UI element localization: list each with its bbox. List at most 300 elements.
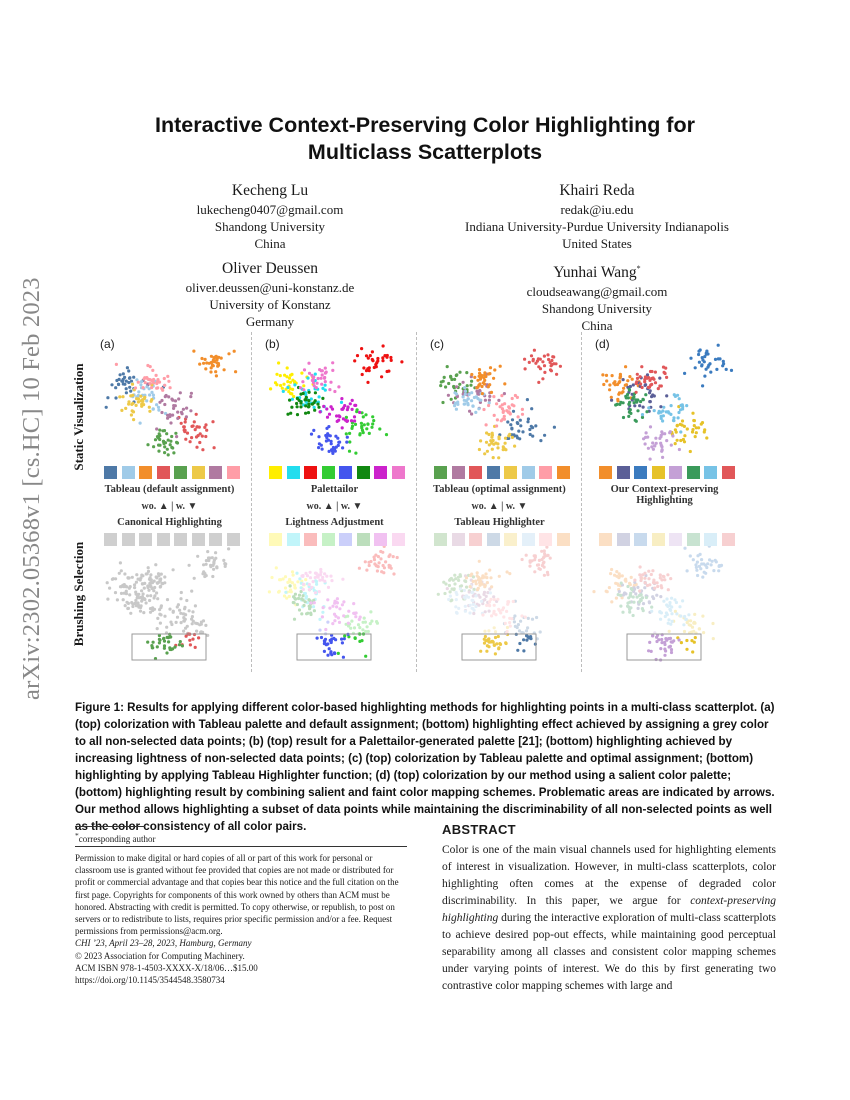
data-point [485, 441, 488, 444]
data-point [638, 573, 641, 576]
data-point [152, 641, 155, 644]
data-point [193, 577, 196, 580]
data-point [677, 411, 680, 414]
data-point [277, 361, 280, 364]
faint-swatch [452, 533, 465, 546]
data-point [188, 609, 191, 612]
data-point [321, 448, 324, 451]
permission-rule [75, 846, 407, 847]
data-point [663, 641, 666, 644]
palette-swatch [722, 466, 735, 479]
data-point [504, 622, 507, 625]
palette-swatch [652, 466, 665, 479]
data-point [382, 344, 385, 347]
data-point [183, 612, 186, 615]
data-point [471, 591, 474, 594]
data-point [543, 566, 546, 569]
data-point [610, 568, 613, 571]
data-point [326, 432, 329, 435]
data-point [664, 372, 667, 375]
data-point [531, 426, 534, 429]
data-point [674, 442, 677, 445]
data-point [620, 582, 623, 585]
faint-swatch [227, 533, 240, 546]
data-point [387, 370, 390, 373]
figure-caption: Figure 1: Results for applying different color-based highlighting methods for highlighting points in a multi-class scatterplot. (a) (top) colorization with Tableau palette and default assignment; (bottom) highlighting effect achieved by assigning a grey color to all non-selected data points; (b) (top) result for a Palettailor-generated palette [21]; (bottom) highlighting achieved by increasing lightness of non-selected data points; (c) (top) colorization by Tableau palette and optimal assignment; (bottom) highlighting by applying Tableau Highlighter function; (d) (top) colorization by our method using a salient color palette; (bottom) highlighting result by combining salient and faint color mapping schemes. Problematic areas are indicated by arrows. Our method allows highlighting a subset of data points while maintaining the discriminability of all non-selected points as well as the color consistency of all color pairs. [75, 701, 775, 833]
palette-swatch [227, 466, 240, 479]
data-point [657, 638, 660, 641]
data-point [465, 586, 468, 589]
data-point [643, 572, 646, 575]
author-block [440, 180, 754, 252]
data-point [651, 595, 654, 598]
data-point [330, 405, 333, 408]
data-point [503, 415, 506, 418]
author-email[interactable]: redak@iu.edu [560, 202, 634, 217]
data-point [169, 443, 172, 446]
data-point [137, 381, 140, 384]
data-point [701, 384, 704, 387]
data-point [312, 378, 315, 381]
data-point [167, 380, 170, 383]
data-point [677, 416, 680, 419]
data-point [326, 654, 329, 657]
data-point [540, 550, 543, 553]
data-point [175, 435, 178, 438]
data-point [165, 432, 168, 435]
data-point [634, 398, 637, 401]
faint-swatch [357, 533, 370, 546]
data-point [492, 595, 495, 598]
data-point [354, 423, 357, 426]
data-point [639, 565, 642, 568]
data-point [670, 597, 673, 600]
title-line-2: Multiclass Scatterplots [307, 140, 543, 164]
data-point [331, 450, 334, 453]
data-point [144, 381, 147, 384]
data-point [693, 622, 696, 625]
data-point [509, 412, 512, 415]
data-point [466, 402, 469, 405]
data-point [498, 575, 501, 578]
data-point [468, 590, 471, 593]
data-point [191, 622, 194, 625]
data-point [455, 385, 458, 388]
data-point [379, 550, 382, 553]
palette-swatch [557, 466, 570, 479]
data-point [182, 425, 185, 428]
data-point [222, 559, 225, 562]
static-scatterplot [424, 342, 574, 462]
data-point [529, 561, 532, 564]
author-name: Yunhai Wang* [553, 264, 641, 282]
data-point [659, 647, 662, 650]
data-point [331, 369, 334, 372]
data-point [636, 586, 639, 589]
faint-swatch [122, 533, 135, 546]
data-point [676, 424, 679, 427]
data-point [304, 572, 307, 575]
data-point [705, 350, 708, 353]
data-point [468, 410, 471, 413]
data-point [681, 404, 684, 407]
data-point [345, 420, 348, 423]
data-point [131, 605, 134, 608]
data-point [479, 650, 482, 653]
row-label-static: Static Visualization [71, 363, 86, 471]
faint-swatch [704, 533, 717, 546]
data-point [215, 566, 218, 569]
data-point [202, 362, 205, 365]
data-point [176, 411, 179, 414]
author-affiliation: Shandong University [541, 301, 653, 317]
data-point [340, 397, 343, 400]
data-point [691, 650, 694, 653]
author-email[interactable]: oliver.deussen@uni-konstanz.de [185, 280, 355, 295]
data-point [361, 628, 364, 631]
data-point [649, 458, 652, 461]
data-point [672, 416, 675, 419]
data-point [172, 404, 175, 407]
data-point [381, 359, 384, 362]
data-point [609, 572, 612, 575]
data-point [335, 414, 338, 417]
data-point [443, 592, 446, 595]
data-point [331, 605, 334, 608]
data-point [154, 438, 157, 441]
data-point [549, 368, 552, 371]
data-point [539, 630, 542, 633]
data-point [516, 649, 519, 652]
data-point [524, 367, 527, 370]
data-point [492, 456, 495, 459]
panel-top-caption: Palettailor [310, 484, 359, 495]
data-point [358, 567, 361, 570]
panel-bottom-caption: Canonical Highlighting [117, 517, 222, 528]
data-point [234, 370, 237, 373]
data-point [526, 398, 529, 401]
data-point [312, 605, 315, 608]
data-point [212, 561, 215, 564]
data-point [215, 374, 218, 377]
data-point [455, 598, 458, 601]
data-point [629, 385, 632, 388]
data-point [320, 377, 323, 380]
data-point [478, 448, 481, 451]
data-point [210, 366, 213, 369]
author-country: United States [562, 236, 632, 251]
faint-swatch [287, 533, 300, 546]
data-point [474, 605, 477, 608]
data-point [658, 611, 661, 614]
data-point [468, 393, 471, 396]
data-point [156, 597, 159, 600]
data-point [652, 378, 655, 381]
data-point [636, 373, 639, 376]
isbn: ACM ISBN 978-1-4503-XXXX-X/18/06…$15.00 [75, 962, 258, 973]
data-point [129, 612, 132, 615]
data-point [301, 380, 304, 383]
data-point [654, 381, 657, 384]
data-point [697, 426, 700, 429]
data-point [208, 556, 211, 559]
brushing-scatterplot [259, 542, 409, 662]
data-point [634, 419, 637, 422]
data-point [644, 442, 647, 445]
data-point [378, 427, 381, 430]
data-point [641, 386, 644, 389]
data-point [701, 615, 704, 618]
data-point [318, 395, 321, 398]
data-point [350, 419, 353, 422]
data-point [470, 399, 473, 402]
data-point [371, 359, 374, 362]
data-point [532, 358, 535, 361]
data-point [342, 614, 345, 617]
data-point [654, 371, 657, 374]
arxiv-stamp: arXiv:2302.05368v1 [cs.HC] 10 Feb 2023 [18, 277, 45, 700]
data-point [324, 380, 327, 383]
abstract-heading: ABSTRACT [442, 822, 516, 837]
data-point [117, 383, 120, 386]
data-point [660, 384, 663, 387]
data-point [639, 576, 642, 579]
data-point [686, 569, 689, 572]
data-point [689, 357, 692, 360]
data-point [653, 444, 656, 447]
data-point [352, 632, 355, 635]
data-point [137, 390, 140, 393]
data-point [340, 401, 343, 404]
data-point [342, 600, 345, 603]
data-point [517, 430, 520, 433]
data-point [185, 407, 188, 410]
data-point [303, 368, 306, 371]
data-point [670, 648, 673, 651]
faint-swatch [139, 533, 152, 546]
data-point [543, 355, 546, 358]
data-point [669, 637, 672, 640]
data-point [328, 607, 331, 610]
data-point [615, 570, 618, 573]
data-point [290, 590, 293, 593]
data-point [484, 572, 487, 575]
data-point [689, 619, 692, 622]
data-point [511, 436, 514, 439]
faint-swatch [652, 533, 665, 546]
data-point [341, 446, 344, 449]
data-point [478, 368, 481, 371]
data-point [656, 585, 659, 588]
data-point [189, 409, 192, 412]
data-point [364, 413, 367, 416]
data-point [675, 612, 678, 615]
data-point [166, 375, 169, 378]
data-point [460, 584, 463, 587]
faint-swatch [722, 533, 735, 546]
palette-swatch [357, 466, 370, 479]
data-point [687, 613, 690, 616]
author-email[interactable]: cloudseawang@gmail.com [526, 284, 668, 300]
data-point [146, 364, 149, 367]
data-point [378, 561, 381, 564]
data-point [708, 558, 711, 561]
data-point [517, 415, 520, 418]
data-point [473, 376, 476, 379]
data-point [132, 418, 135, 421]
data-point [227, 352, 230, 355]
data-point [275, 566, 278, 569]
data-point [611, 374, 614, 377]
data-point [661, 409, 664, 412]
data-point [289, 381, 292, 384]
data-point [354, 404, 357, 407]
data-point [513, 614, 516, 617]
data-point [372, 419, 375, 422]
data-point [160, 582, 163, 585]
brushing-scatterplot [589, 542, 739, 662]
data-point [676, 394, 679, 397]
data-point [106, 581, 109, 584]
author-email[interactable]: lukecheng0407@gmail.com [196, 202, 344, 217]
data-point [489, 576, 492, 579]
data-point [333, 602, 336, 605]
data-point [717, 357, 720, 360]
data-point [624, 579, 627, 582]
data-point [295, 572, 298, 575]
data-point [363, 617, 366, 620]
data-point [639, 382, 642, 385]
data-point [530, 407, 533, 410]
data-point [370, 426, 373, 429]
static-scatterplot [94, 342, 244, 462]
data-point [155, 382, 158, 385]
data-point [305, 595, 308, 598]
doi-link[interactable]: https://doi.org/10.1145/3544548.3580734 [75, 975, 225, 986]
data-point [122, 372, 125, 375]
data-point [663, 654, 666, 657]
data-point [294, 593, 297, 596]
data-point [223, 368, 226, 371]
data-point [190, 392, 193, 395]
data-point [490, 391, 493, 394]
data-point [683, 434, 686, 437]
faint-swatch [617, 533, 630, 546]
data-point [364, 560, 367, 563]
data-point [493, 604, 496, 607]
data-point [224, 565, 227, 568]
data-point [665, 439, 668, 442]
data-point [150, 398, 153, 401]
data-point [683, 425, 686, 428]
data-point [193, 420, 196, 423]
data-point [712, 569, 715, 572]
data-point [304, 578, 307, 581]
data-point [204, 624, 207, 627]
data-point [645, 410, 648, 413]
data-point [163, 377, 166, 380]
data-point [168, 608, 171, 611]
data-point [178, 609, 181, 612]
data-point [148, 406, 151, 409]
author-country: China [254, 236, 286, 251]
data-point [539, 439, 542, 442]
data-point [106, 598, 109, 601]
faint-swatch [304, 533, 317, 546]
data-point [480, 374, 483, 377]
data-point [320, 383, 323, 386]
data-point [160, 387, 163, 390]
data-point [156, 435, 159, 438]
data-point [390, 567, 393, 570]
data-point [675, 601, 678, 604]
data-point [183, 607, 186, 610]
data-point [527, 417, 530, 420]
highlight-toggle[interactable]: wo. ▲ | w. ▼ [471, 501, 528, 512]
data-point [293, 601, 296, 604]
data-point [492, 395, 495, 398]
data-point [463, 386, 466, 389]
faint-swatch [599, 533, 612, 546]
data-point [485, 650, 488, 653]
data-point [155, 591, 158, 594]
data-point [450, 599, 453, 602]
data-point [345, 441, 348, 444]
data-point [371, 422, 374, 425]
data-point [120, 380, 123, 383]
data-point [299, 405, 302, 408]
data-point [696, 561, 699, 564]
data-point [157, 406, 160, 409]
data-point [162, 440, 165, 443]
data-point [275, 373, 278, 376]
highlight-toggle[interactable]: wo. ▲ | w. ▼ [141, 501, 198, 512]
data-point [361, 429, 364, 432]
data-point [341, 578, 344, 581]
data-point [155, 576, 158, 579]
data-point [353, 419, 356, 422]
data-point [647, 649, 650, 652]
data-point [323, 377, 326, 380]
data-point [325, 407, 328, 410]
data-point [125, 601, 128, 604]
data-point [505, 642, 508, 645]
data-point [645, 596, 648, 599]
data-point [158, 429, 161, 432]
data-point [111, 578, 114, 581]
data-point [546, 353, 549, 356]
highlight-toggle[interactable]: wo. ▲ | w. ▼ [306, 501, 363, 512]
author-country: China [581, 318, 613, 334]
palette-swatch [522, 466, 535, 479]
data-point [665, 376, 668, 379]
data-point [601, 373, 604, 376]
data-point [449, 590, 452, 593]
data-point [149, 594, 152, 597]
data-point [342, 406, 345, 409]
data-point [362, 415, 365, 418]
data-point [188, 639, 191, 642]
data-point [125, 585, 128, 588]
data-point [163, 403, 166, 406]
data-point [366, 422, 369, 425]
data-point [148, 393, 151, 396]
data-point [204, 435, 207, 438]
data-point [141, 595, 144, 598]
data-point [200, 621, 203, 624]
data-point [328, 450, 331, 453]
data-point [292, 574, 295, 577]
